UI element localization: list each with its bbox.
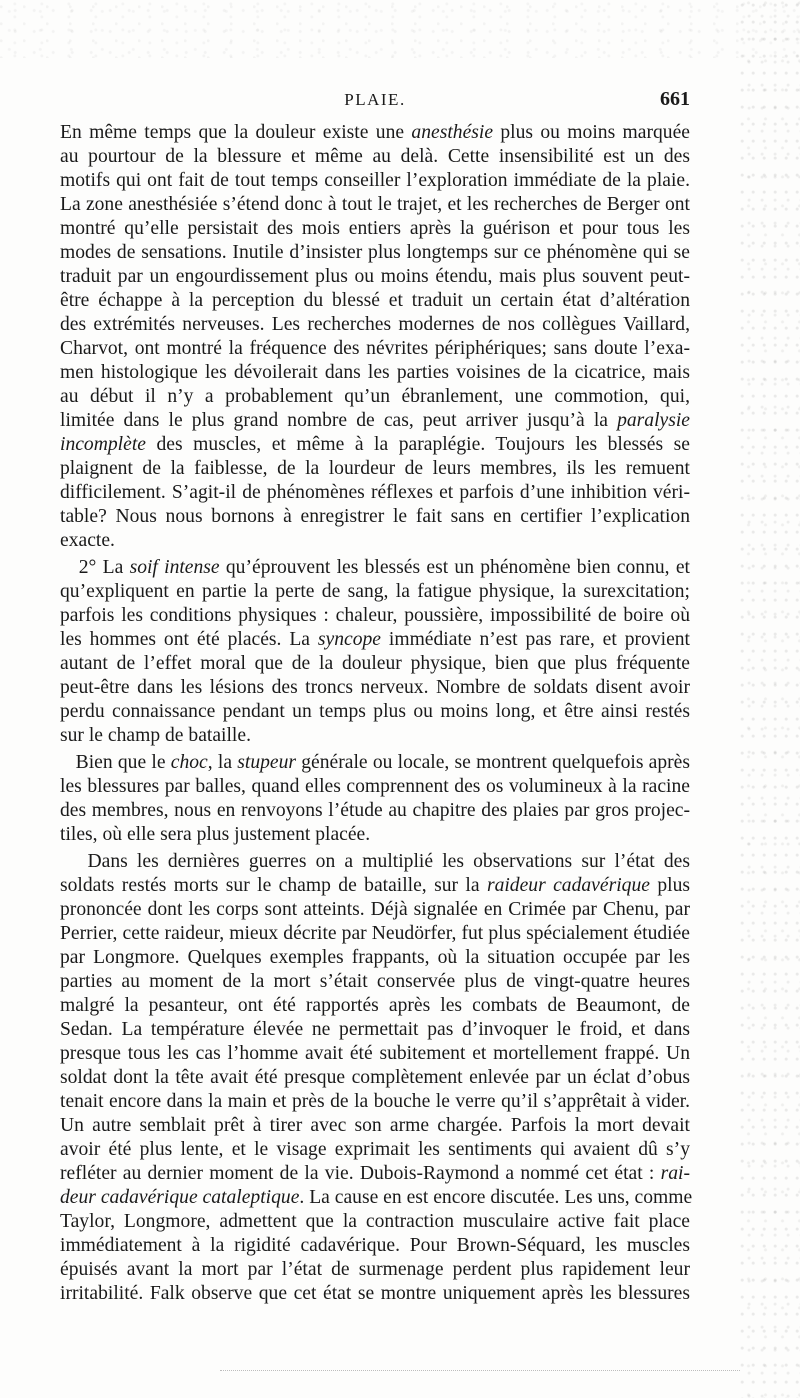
- text-run: En même temps que la douleur existe une: [60, 122, 412, 143]
- text-line: [60, 1042, 690, 1066]
- text-line: [60, 775, 690, 799]
- italic-term: choc: [170, 752, 208, 773]
- text-line: [60, 193, 690, 217]
- text-run: montré qu’elle persistait des mois entiers après la guérison et pour tous les: [60, 218, 690, 239]
- text-run: au début il n’y a probablement qu’un ébranlement, une commotion, qui,: [60, 386, 690, 407]
- text-run: des extrémités nerveuses. Les recherches modernes de nos collègues Vaillard,: [60, 314, 690, 335]
- text-line: [60, 1282, 690, 1306]
- paragraph: [60, 121, 690, 553]
- text-run: , la: [207, 752, 238, 773]
- text-run: immédiate n’est pas rare, et provient: [381, 629, 691, 650]
- text-line: [60, 994, 690, 1018]
- text-line: [60, 580, 690, 604]
- text-run: irritabilité. Falk observe que cet état se montre uniquement après les blessures: [60, 1283, 690, 1304]
- text-line: [60, 1114, 690, 1138]
- text-run: Bien que le: [60, 752, 171, 773]
- text-run: soldats restés morts sur le champ de bataille, sur la: [60, 875, 487, 896]
- text-run: refléter au dernier moment de la vie. Dubois-Raymond a nommé cet état :: [60, 1163, 661, 1184]
- text-run: presque tous les cas l’homme avait été subitement et mortellement frappé. Un: [60, 1043, 690, 1064]
- text-line: [60, 874, 690, 898]
- text-line: [60, 337, 690, 361]
- text-line: [60, 121, 690, 145]
- body-text: [60, 121, 693, 1306]
- paragraph: [60, 556, 690, 748]
- text-line: [60, 385, 690, 409]
- text-run: table? Nous nous bornons à enregistrer le fait sans en certifier l’explication: [60, 506, 690, 527]
- italic-term: anesthésie: [411, 122, 494, 143]
- text-line: [60, 1162, 690, 1186]
- text-run: par Longmore. Quelques exemples frappants, où la situation occupée par les: [60, 947, 690, 968]
- text-line: [60, 1234, 690, 1258]
- text-line: [60, 676, 690, 700]
- text-run: qu’éprouvent les blessés est un phénomène bien connu, et: [219, 557, 690, 578]
- text-run: avoir été plus lente, et le visage exprimait les sentiments qui avaient dû s’y: [60, 1139, 690, 1160]
- text-run: Perrier, cette raideur, mieux décrite par Neudörfer, fut plus spécialement étudiée: [60, 923, 690, 944]
- text-run: modes de sensations. Inutile d’insister plus longtemps sur ce phénomène qui se: [60, 242, 690, 263]
- page-number: 661: [660, 88, 690, 110]
- text-line: [60, 946, 690, 970]
- text-run: générale ou locale, se montrent quelquefois après: [296, 752, 690, 773]
- text-line: [60, 1066, 690, 1090]
- text-line: [60, 217, 690, 241]
- text-run: autant de l’effet moral que de la douleur physique, bien que plus fréquente: [60, 653, 690, 674]
- text-run: La zone anesthésiée s’étend donc à tout le trajet, et les recherches de Berger ont: [60, 194, 690, 215]
- text-line: [60, 799, 690, 823]
- text-run: peut-être dans les lésions des troncs nerveux. Nombre de soldats disent avoir: [60, 677, 690, 698]
- text-line: [60, 505, 690, 529]
- italic-term: raideur cadavérique: [486, 875, 650, 896]
- text-run: les hommes ont été placés. La: [60, 629, 318, 650]
- text-run: traduit par un engourdissement plus ou moins étendu, mais plus souvent peut-: [60, 266, 690, 287]
- page-header: [60, 90, 690, 116]
- italic-term: stupeur: [237, 752, 297, 773]
- text-line: [60, 457, 690, 481]
- italic-term: rai-: [660, 1163, 690, 1184]
- text-line: [60, 628, 690, 652]
- text-run: sur le champ de bataille.: [60, 725, 251, 746]
- scan-noise-bottom: [220, 1362, 740, 1371]
- text-run: Un autre semblait prêt à tirer avec son arme chargée. Parfois la mort devait: [60, 1115, 690, 1136]
- text-run: immédiatement à la rigidité cadavérique. Pour Brown-Séquard, les muscles: [60, 1235, 690, 1256]
- scan-noise-top: [0, 0, 800, 58]
- text-run: Taylor, Longmore, admettent que la contraction musculaire active fait place: [60, 1211, 690, 1232]
- text-line: [60, 1018, 690, 1042]
- text-line: [60, 922, 690, 946]
- text-run: des membres, nous en renvoyons l’étude au chapitre des plaies par gros projec-: [60, 800, 690, 821]
- italic-term: paralysie: [617, 410, 690, 431]
- text-line: [60, 481, 690, 505]
- text-line: [60, 529, 690, 553]
- text-run: parfois les conditions physiques : chaleur, poussière, impossibilité de boire où: [60, 605, 690, 626]
- text-run: 2° La: [60, 557, 130, 578]
- text-line: [60, 970, 690, 994]
- paragraph: [60, 751, 690, 847]
- text-run: Dans les dernières guerres on a multiplié les observations sur l’état des: [60, 851, 690, 872]
- text-line: [60, 169, 690, 193]
- text-run: plus ou moins marquée: [493, 122, 690, 143]
- text-run: malgré la pesanteur, ont été rapportés après les combats de Beaumont, de: [60, 995, 690, 1016]
- text-line: [60, 433, 690, 457]
- text-line: [60, 1258, 690, 1282]
- text-line: [60, 313, 690, 337]
- text-line: [60, 409, 690, 433]
- text-line: [60, 823, 690, 847]
- text-run: limitée dans le plus grand nombre de cas, peut arriver jusqu’à la: [60, 410, 618, 431]
- text-run: . La cause en est encore discutée. Les uns, comme: [299, 1187, 693, 1208]
- text-line: [60, 556, 690, 580]
- text-line: [60, 1090, 690, 1114]
- text-run: soldat dont la tête avait été presque complètement enlevée par un éclat d’obus: [60, 1067, 690, 1088]
- text-run: être échappe à la perception du blessé et traduit un certain état d’altération: [60, 290, 690, 311]
- italic-term: syncope: [317, 629, 381, 650]
- text-run: plus: [649, 875, 690, 896]
- paragraph: [60, 850, 693, 1306]
- text-line: [60, 850, 690, 874]
- text-run: qu’expliquent en partie la perte de sang, la fatigue physique, la surexcitation;: [60, 581, 690, 602]
- text-run: Sedan. La température élevée ne permettait pas d’invoquer le froid, et dans: [60, 1019, 690, 1040]
- text-run: au pourtour de la blessure et même au delà. Cette insensibilité est un des: [60, 146, 690, 167]
- text-run: prononcée dont les corps sont atteints. Déjà signalée en Crimée par Chenu, par: [60, 899, 690, 920]
- text-line: [60, 289, 690, 313]
- text-line: [60, 265, 690, 289]
- text-run: tenait encore dans la main et près de la bouche le verre qu’il s’apprêtait à vider.: [60, 1091, 690, 1112]
- italic-term: deur cadavérique cataleptique: [60, 1187, 300, 1208]
- text-run: plaignent de la faiblesse, de la lourdeur de leurs membres, ils les remuent: [60, 458, 690, 479]
- text-run: men histologique les dévoilerait dans les parties voisines de la cicatrice, mais: [60, 362, 690, 383]
- text-line: [60, 751, 690, 775]
- text-line: [60, 1210, 690, 1234]
- text-run: Charvot, ont montré la fréquence des névrites périphériques; sans doute l’exa-: [60, 338, 690, 359]
- text-run: motifs qui ont fait de tout temps conseiller l’exploration immédiate de la plaie.: [60, 170, 690, 191]
- italic-term: incomplète: [60, 434, 146, 455]
- text-run: parties au moment de la mort s’était conservée plus de vingt-quatre heures: [60, 971, 690, 992]
- italic-term: soif intense: [129, 557, 220, 578]
- text-line: [60, 241, 690, 265]
- text-line: [60, 145, 690, 169]
- text-run: épuisés avant la mort par l’état de surmenage perdent plus rapidement leur: [60, 1259, 690, 1280]
- text-line: [60, 1186, 693, 1210]
- text-run: exacte.: [60, 530, 115, 551]
- text-line: [60, 652, 690, 676]
- text-line: [60, 604, 690, 628]
- text-line: [60, 898, 690, 922]
- text-line: [60, 361, 690, 385]
- text-run: les blessures par balles, quand elles comprennent des os volumineux à la racine: [60, 776, 690, 797]
- text-run: tiles, où elle sera plus justement placée.: [60, 824, 371, 845]
- text-run: difficilement. S’agit-il de phénomènes réflexes et parfois d’une inhibition véri-: [60, 482, 690, 503]
- text-run: des muscles, et même à la paraplégie. Toujours les blessés se: [145, 434, 690, 455]
- text-line: [60, 1138, 690, 1162]
- running-head: PLAIE.: [344, 90, 406, 109]
- text-line: [60, 724, 690, 748]
- text-line: [60, 700, 690, 724]
- text-run: perdu connaissance pendant un temps plus ou moins long, et être ainsi restés: [60, 701, 690, 722]
- scan-noise-right: [740, 0, 800, 1398]
